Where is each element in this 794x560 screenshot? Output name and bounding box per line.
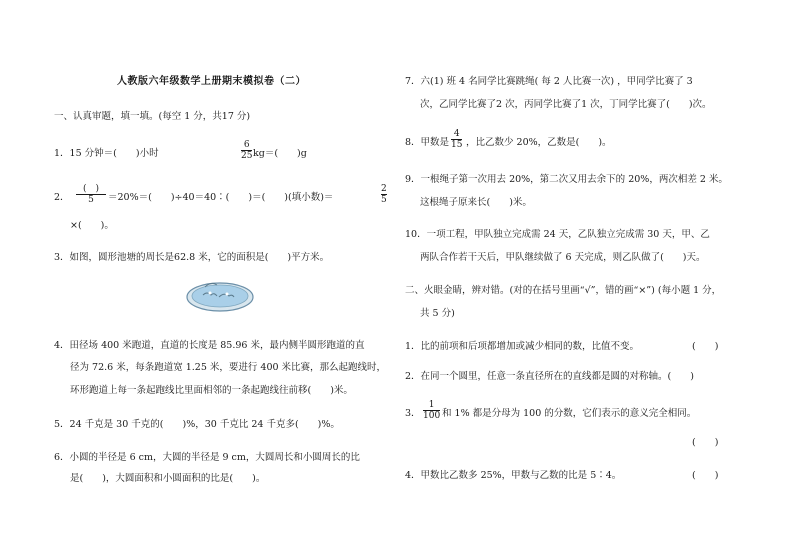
q8-text: 8．甲数是 (405, 137, 450, 148)
pond-illustration (185, 277, 255, 313)
judge-1-text: 1．比的前项和后项都增加或减少相同的数，比值不变。 (405, 341, 640, 352)
q9-line2: 这根绳子原来长( )米。 (420, 197, 532, 208)
judge-3-number: 3． (405, 408, 421, 419)
q2-fraction-a: ( ) 5 (76, 184, 106, 205)
judge-3-fraction: 1 100 (423, 400, 441, 421)
judge-3-text: 和 1% 都是分母为 100 的分数，它们表示的意义完全相同。 (442, 408, 697, 419)
q7-line1: 7．六(1) 班 4 名同学比赛跳绳( 每 2 人比赛一次) ，甲同学比赛了 3 (405, 76, 693, 87)
q1-text: 1．15 分钟＝( )小时 (54, 148, 159, 159)
q1-text-b: kg＝( )g (253, 148, 307, 159)
section-1-heading: 一、认真审题，填一填。(每空 1 分，共17 分) (54, 111, 251, 122)
q2-number: 2． (54, 192, 70, 203)
judge-3-answer-paren[interactable]: ( ) (692, 437, 719, 448)
judge-1-answer-paren[interactable]: ( ) (692, 341, 719, 352)
q5-text: 5．24 千克是 30 千克的( )%，30 千克比 24 千克多( )%。 (54, 419, 340, 430)
section-2-heading: 二、火眼金睛，辨对错。(对的在括号里画“√”，错的画“×”) (每小题 1 分， (405, 285, 722, 296)
q4-line2: 径为 72.6 米，每条跑道宽 1.25 米，要进行 400 米比赛，那么起跑线时， (70, 362, 387, 373)
q4-line3: 环形跑道上每一条起跑线比里面相邻的一条起跑线往前移( )米。 (70, 385, 353, 396)
judge-4-answer-paren[interactable]: ( ) (692, 470, 719, 481)
q1-fraction: 6 25 (241, 140, 253, 161)
q2-fraction-b: 2 5 (381, 184, 387, 205)
q6-line2: 是( )，大圆面积和小圆面积的比是( )。 (70, 473, 266, 484)
q8-fraction: 4 15 (451, 129, 463, 150)
q9-line1: 9．一根绳子第一次用去 20%，第二次又用去余下的 20%，两次相差 2 米。 (405, 174, 728, 185)
q2-text-b: ×( )。 (70, 220, 114, 231)
q8-text-b: ，比乙数少 20%，乙数是( )。 (466, 137, 612, 148)
judge-4-text: 4．甲数比乙数多 25%，甲数与乙数的比是 5∶4。 (405, 470, 622, 481)
page-title: 人教版六年级数学上册期末模拟卷（二） (117, 76, 306, 87)
q3-text: 3．如图，圆形池塘的周长是62.8 米，它的面积是( )平方米。 (54, 252, 330, 263)
q10-line1: 10．一项工程，甲队独立完成需 24 天，乙队独立完成需 30 天，甲、乙 (405, 229, 710, 240)
q6-line1: 6．小圆的半径是 6 cm，大圆的半径是 9 cm，大圆周长和小圆周长的比 (54, 452, 360, 463)
q4-line1: 4．田径场 400 米跑道，直道的长度是 85.96 米，最内侧半圆形跑道的直 (54, 340, 365, 351)
q2-text: ＝20%＝( )÷40＝40∶( )＝( )(填小数)＝ (108, 192, 334, 203)
judge-2-text: 2．在同一个圆里，任意一条直径所在的直线都是圆的对称轴。( ) (405, 371, 694, 382)
q7-line2: 次，乙同学比赛了2 次，丙同学比赛了1 次，丁同学比赛了( )次。 (420, 99, 712, 110)
q10-line2: 两队合作若干天后，甲队继续做了 6 天完成，则乙队做了( )天。 (420, 252, 706, 263)
section-2-heading-cont: 共 5 分) (420, 308, 455, 319)
